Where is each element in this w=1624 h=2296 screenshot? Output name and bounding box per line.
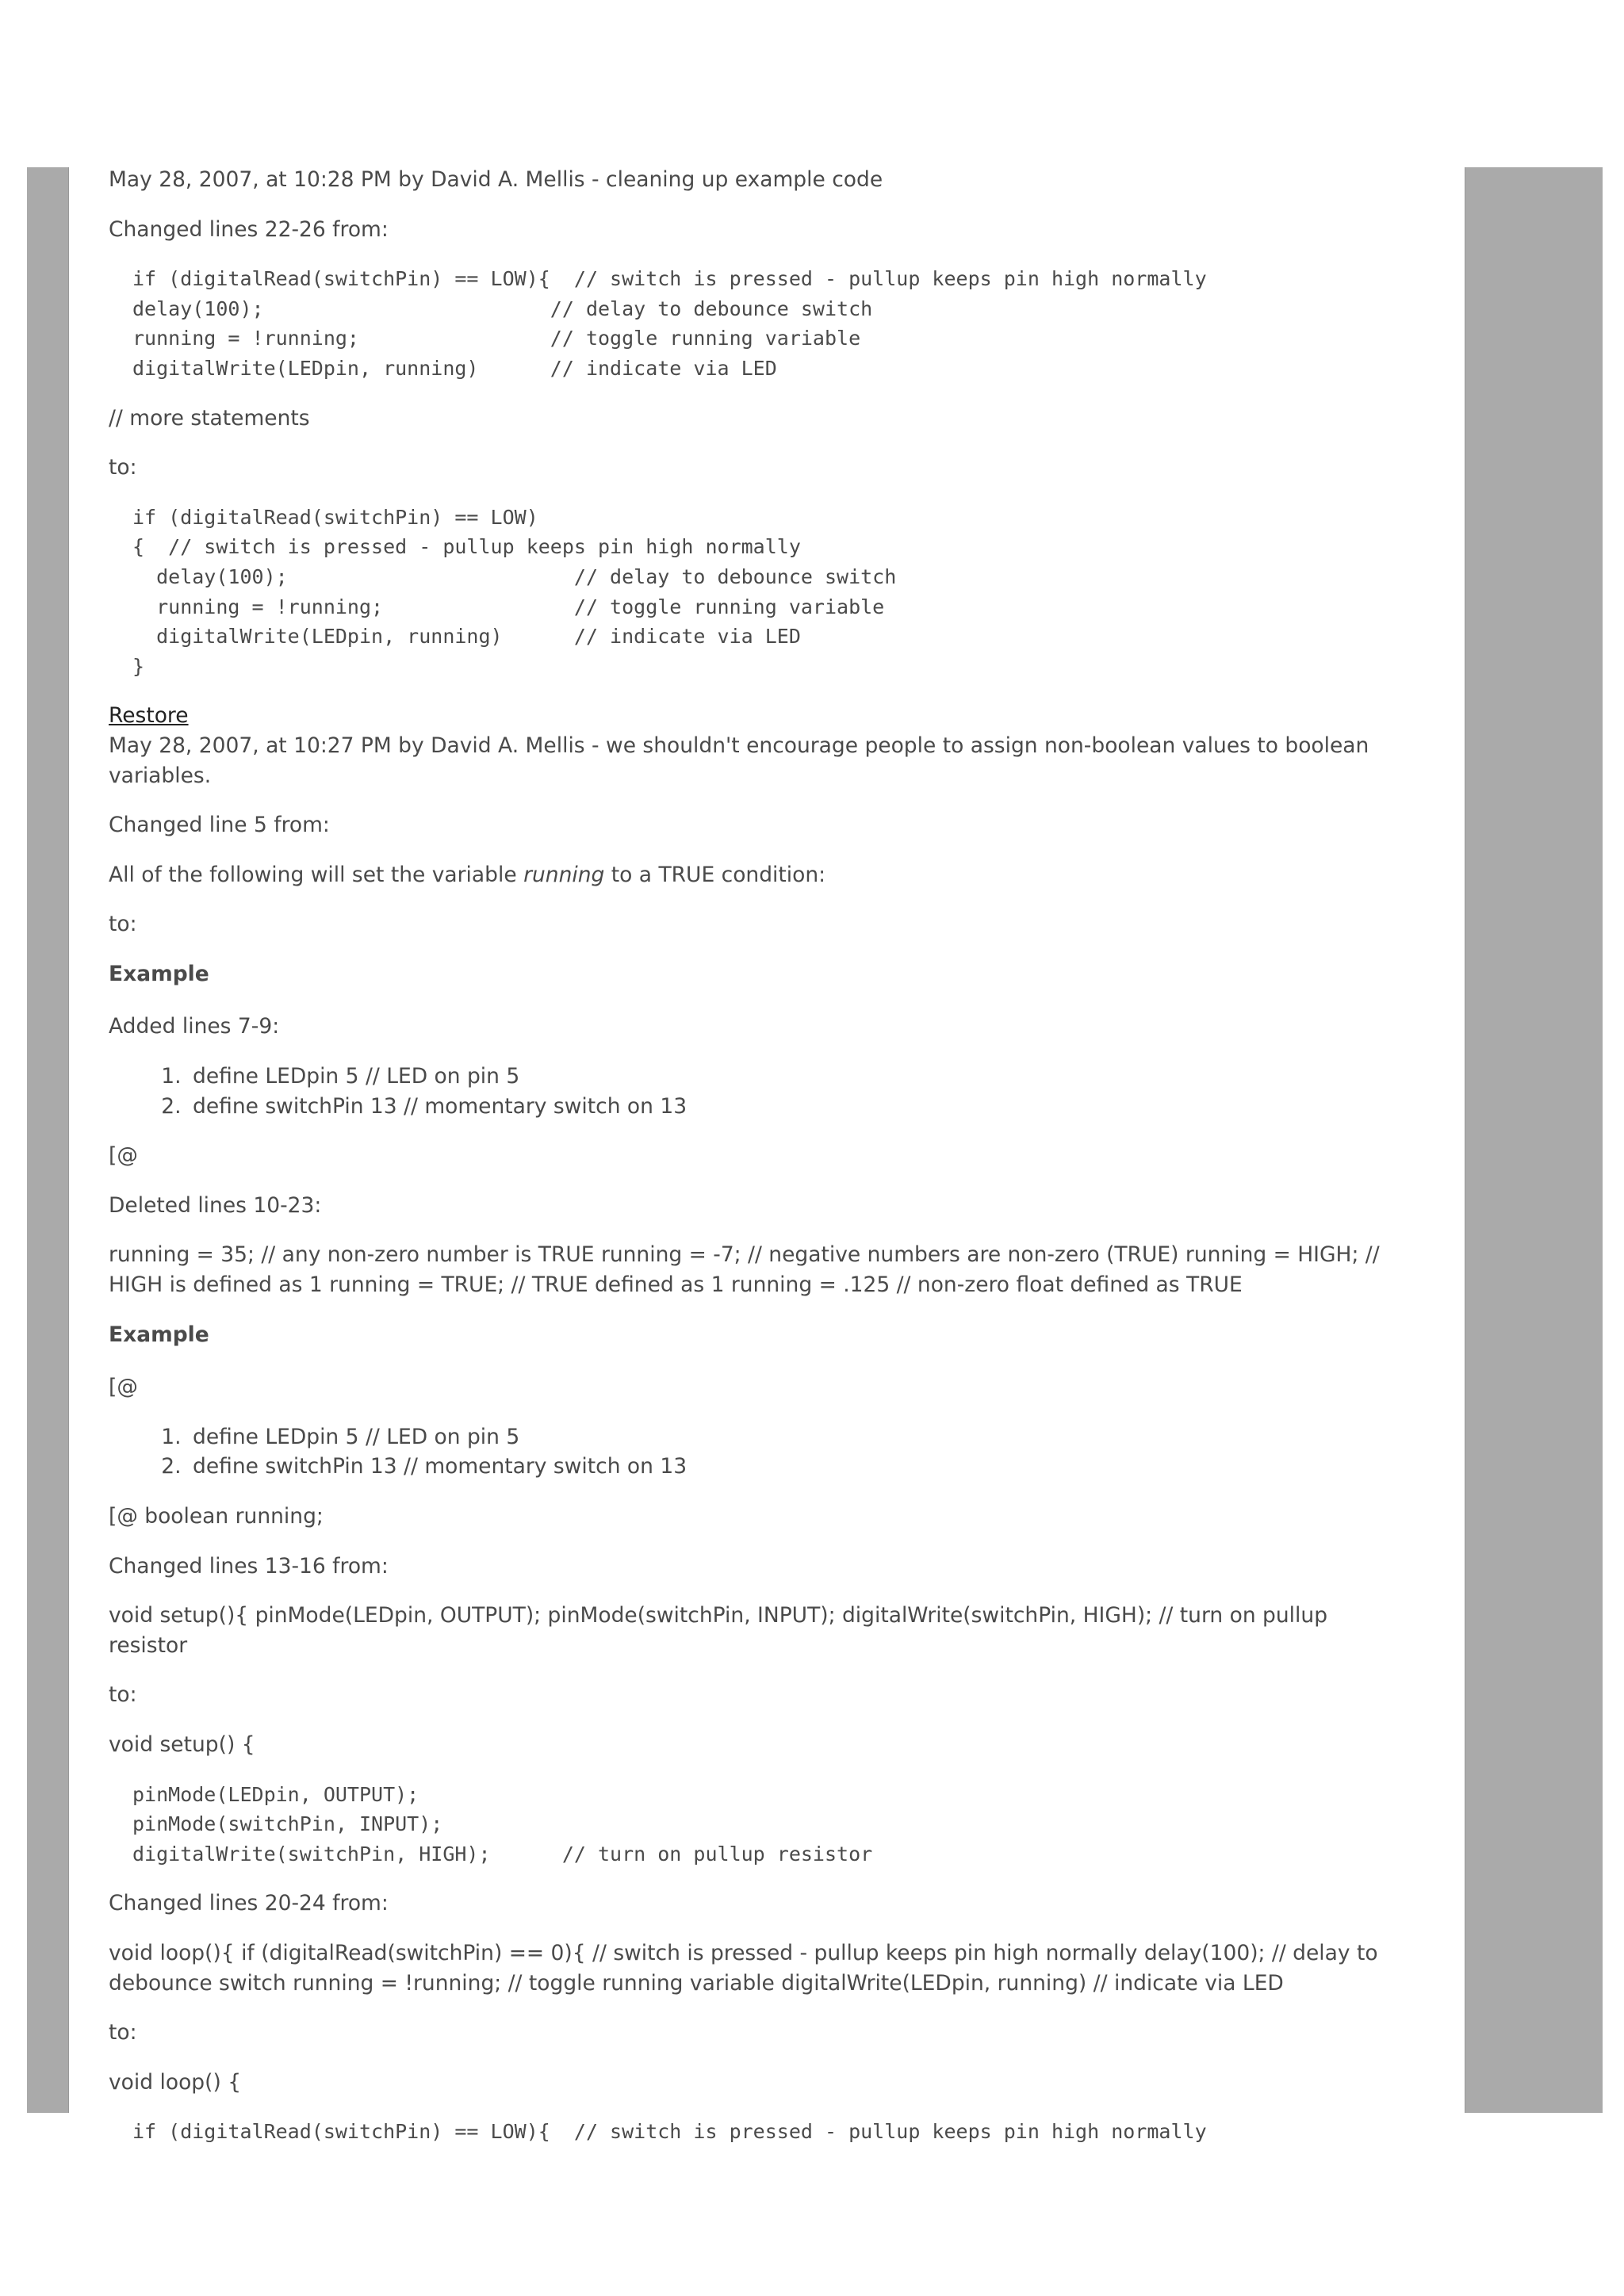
- list-item: 1. define LEDpin 5 // LED on pin 5: [188, 1422, 1409, 1452]
- markup-text: [@: [109, 1143, 138, 1169]
- code-block-setup: pinMode(LEDpin, OUTPUT); pinMode(switchPin, INPUT); digitalWrite(switchPin, HIGH); // turn on pullup resistor: [132, 1782, 873, 1866]
- example-heading: Example: [109, 961, 209, 986]
- left-margin-bar: [27, 167, 69, 2113]
- code-block-to: if (digitalRead(switchPin) == LOW) { // switch is pressed - pullup keeps pin high normally delay(100); // delay to debounce switch running = !running; // toggle running variable digitalWrite(LEDpin, running) // indicate via LED }: [132, 505, 897, 678]
- revision-header: May 28, 2007, at 10:27 PM by David A. Mellis - we shouldn't encourage people to assign non-boolean values to boolean variables.: [109, 733, 1369, 788]
- define-list: [109, 1062, 1409, 1121]
- paragraph: void setup(){ pinMode(LEDpin, OUTPUT); pinMode(switchPin, INPUT); digitalWrite(switchPin, HIGH); // turn on pullup resistor: [109, 1603, 1328, 1658]
- list-item: 2. define switchPin 13 // momentary switch on 13: [188, 1092, 1409, 1122]
- right-margin-bar: [1465, 167, 1603, 2113]
- changed-lines-label: Changed lines 22-26 from:: [109, 216, 389, 242]
- added-lines-label: Added lines 7-9:: [109, 1014, 280, 1039]
- code-block-loop: if (digitalRead(switchPin) == LOW){ // switch is pressed - pullup keeps pin high normally: [132, 2120, 1207, 2144]
- paragraph: void loop(){ if (digitalRead(switchPin) == 0){ // switch is pressed - pullup keeps pin high normally delay(100); // delay to debounce switch running = !running; // toggle running variable digitalWrite(LEDpin, running) // indicate via LED: [109, 1940, 1378, 1996]
- revision-header: May 28, 2007, at 10:28 PM by David A. Mellis - cleaning up example code: [109, 167, 883, 192]
- paragraph: All of the following will set the variable running to a TRUE condition:: [109, 862, 826, 887]
- paragraph: void setup() {: [109, 1732, 255, 1757]
- changed-lines-label: Changed lines 13-16 from:: [109, 1553, 389, 1578]
- to-label: to:: [109, 455, 137, 480]
- list-item: 1. define LEDpin 5 // LED on pin 5: [188, 1062, 1409, 1092]
- page-history-content: [109, 165, 1409, 2167]
- more-statements-text: // more statements: [109, 405, 310, 430]
- paragraph: void loop() {: [109, 2069, 242, 2095]
- changed-lines-label: Changed lines 20-24 from:: [109, 1891, 389, 1916]
- markup-text: [@: [109, 1375, 138, 1400]
- to-label: to:: [109, 2020, 137, 2045]
- example-heading: Example: [109, 1322, 209, 1347]
- define-list: [109, 1422, 1409, 1482]
- restore-link[interactable]: Restore: [109, 703, 189, 729]
- to-label: to:: [109, 1682, 137, 1708]
- list-item: 2. define switchPin 13 // momentary switch on 13: [188, 1452, 1409, 1482]
- paragraph: running = 35; // any non-zero number is TRUE running = -7; // negative numbers are non-zero (TRUE) running = HIGH; // HIGH is defined as 1 running = TRUE; // TRUE defined as 1 running = .125 // non-zero float defined as TRUE: [109, 1242, 1380, 1298]
- changed-lines-label: Changed line 5 from:: [109, 813, 330, 838]
- code-block-from: if (digitalRead(switchPin) == LOW){ // switch is pressed - pullup keeps pin high normally delay(100); // delay to debounce switch running = !running; // toggle running variable digitalWrite(LEDpin, running) // indicate via LED: [132, 267, 1207, 380]
- to-label: to:: [109, 912, 137, 937]
- markup-text: [@ boolean running;: [109, 1504, 324, 1529]
- variable-name: running: [523, 862, 605, 887]
- deleted-lines-label: Deleted lines 10-23:: [109, 1192, 322, 1218]
